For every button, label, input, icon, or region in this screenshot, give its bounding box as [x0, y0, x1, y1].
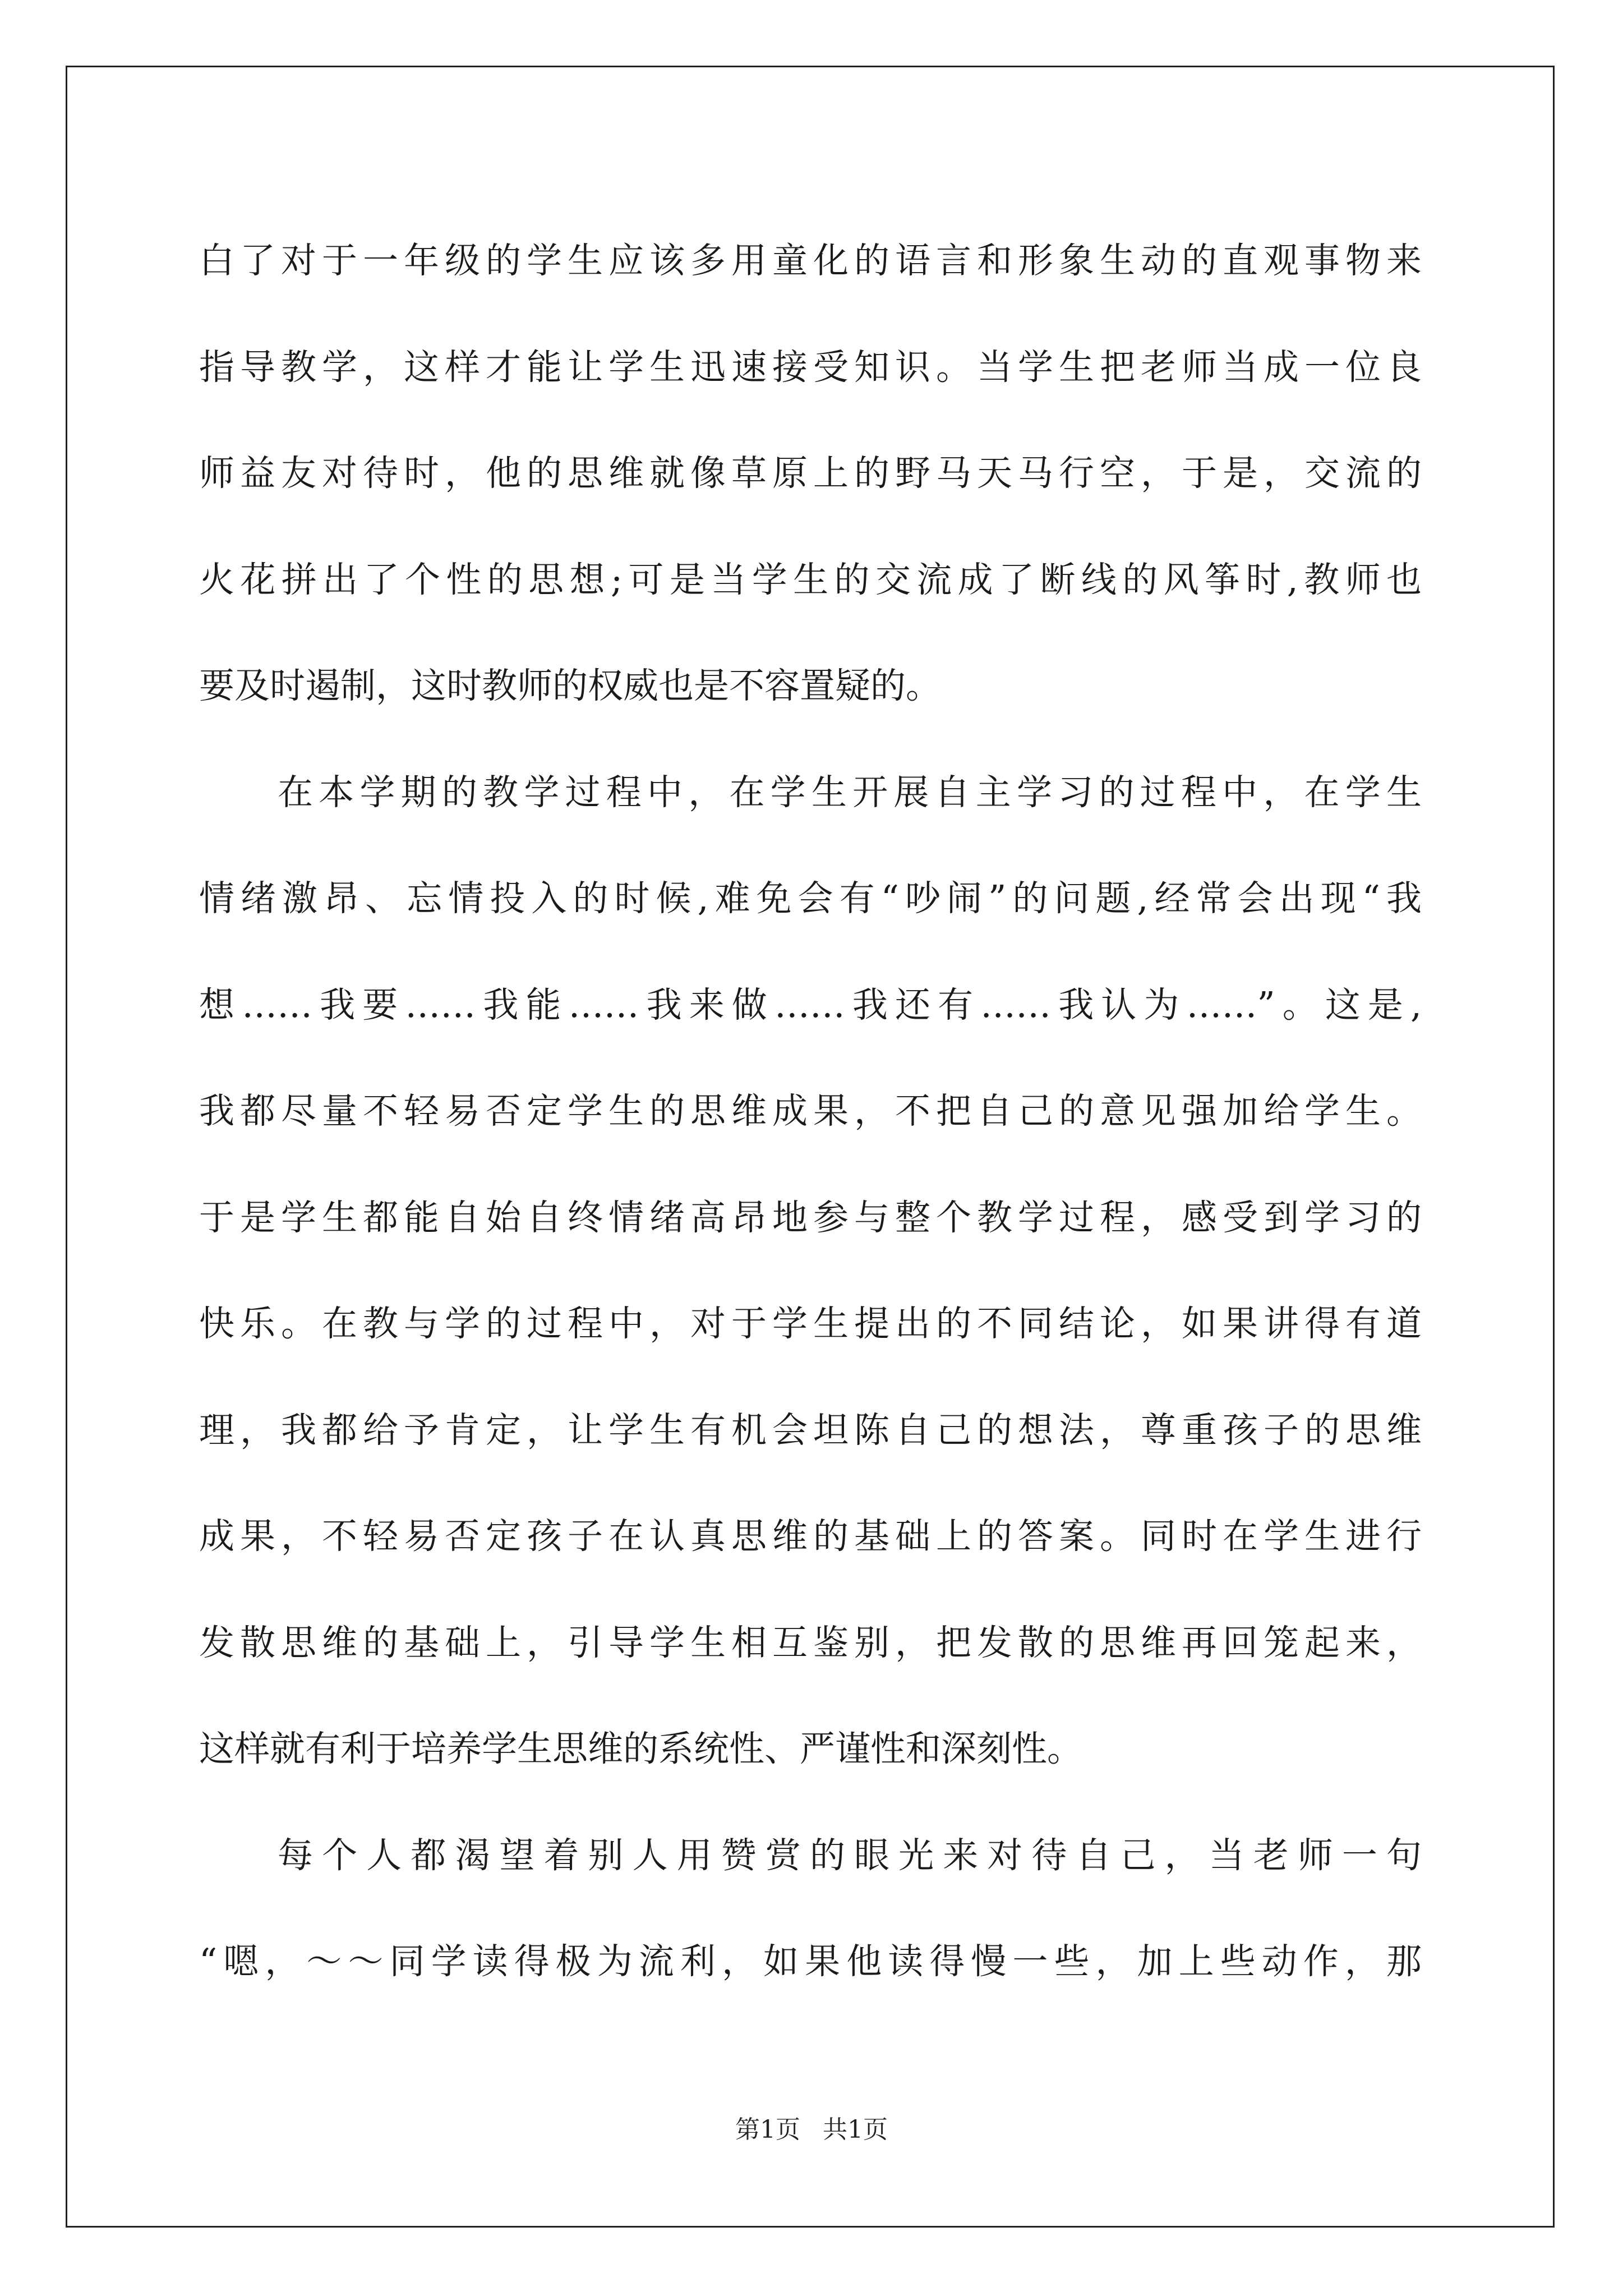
page-footer	[0, 2109, 1623, 2145]
text-line: 理，我都给予肯定，让学生有机会坦陈自己的想法，尊重孩子的思维	[199, 1409, 1422, 1451]
text-line: 白了对于一年级的学生应该多用童化的语言和形象生动的直观事物来	[199, 240, 1422, 281]
text-line: 于是学生都能自始自终情绪高昂地参与整个教学过程，感受到学习的	[199, 1197, 1422, 1238]
text-line: 师益友对待时，他的思维就像草原上的野马天马行空，于是，交流的	[199, 453, 1422, 494]
page-count: 共1页	[823, 2115, 888, 2144]
paragraph-first-line: 每个人都渴望着别人用赞赏的眼光来对待自己，当老师一句	[278, 1834, 1422, 1876]
text-line: 成果，不轻易否定孩子在认真思维的基础上的答案。同时在学生进行	[199, 1516, 1422, 1557]
text-line: 我都尽量不轻易否定学生的思维成果，不把自己的意见强加给学生。	[199, 1091, 1422, 1131]
page-number: 第1页	[735, 2115, 800, 2144]
paragraph-first-line: 在本学期的教学过程中，在学生开展自主学习的过程中，在学生	[278, 771, 1422, 813]
text-line: 要及时遏制，这时教师的权威也是不容置疑的。	[199, 665, 941, 706]
text-line: “嗯，～～同学读得极为流利，如果他读得慢一些，加上些动作，那	[199, 1941, 1422, 1982]
text-line: 发散思维的基础上，引导学生相互鉴别，把发散的思维再回笼起来，	[199, 1622, 1422, 1663]
text-line: 指导教学，这样才能让学生迅速接受知识。当学生把老师当成一位良	[199, 346, 1422, 388]
text-line: 情绪激昂、忘情投入的时候,难免会有“吵闹”的问题,经常会出现“我	[199, 878, 1422, 919]
text-line: 这样就有利于培养学生思维的系统性、严谨性和深刻性。	[199, 1728, 1082, 1769]
text-line: 想……我要……我能……我来做……我还有……我认为……”。这是,	[199, 984, 1422, 1025]
document-body	[199, 208, 1422, 2015]
text-line: 快乐。在教与学的过程中，对于学生提出的不同结论，如果讲得有道	[199, 1303, 1422, 1344]
text-line: 火花拼出了个性的思想;可是当学生的交流成了断线的风筝时,教师也	[199, 559, 1422, 600]
